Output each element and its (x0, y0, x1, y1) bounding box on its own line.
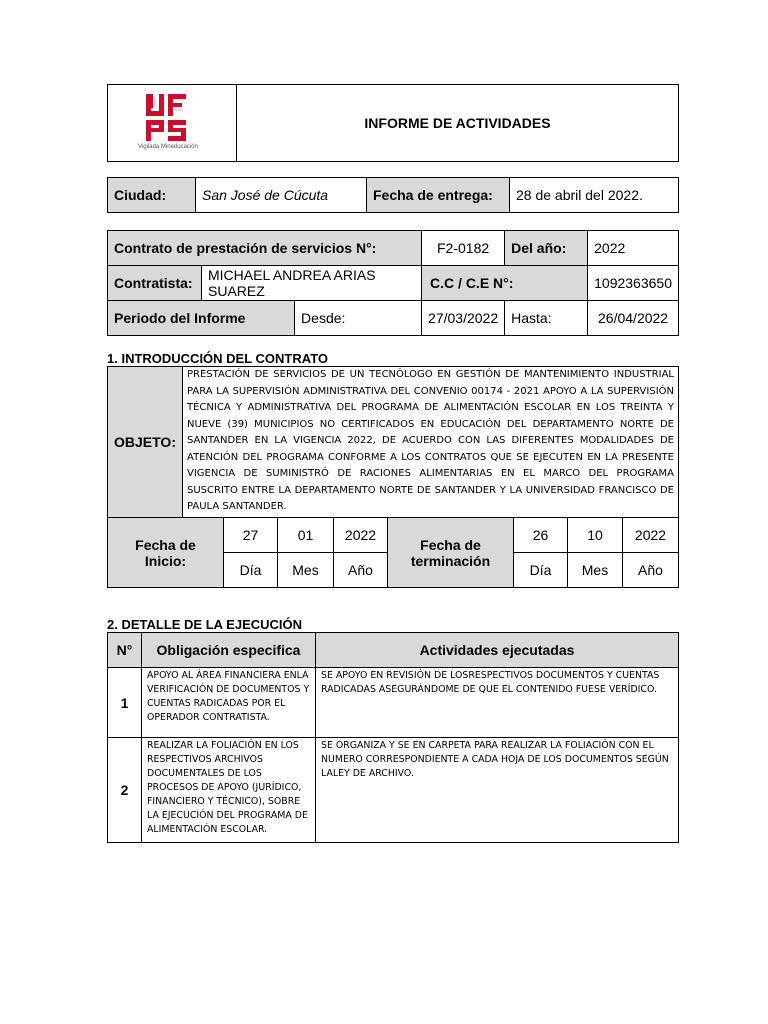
from-label: Desde: (295, 301, 422, 336)
delivery-date-label: Fecha de entrega: (367, 178, 510, 213)
row-obligation: APOYO AL ÁREA FINANCIERA ENLA VERIFICACIÓN DE DOCUMENTOS Y CUENTAS RADICADAS POR EL OPERADOR CONTRATISTA. (142, 668, 316, 738)
start-month-label: Mes (278, 553, 334, 588)
object-text: PRESTACIÓN DE SERVICIOS DE UN TECNÓLOGO EN GESTIÓN DE MANTENIMIENTO INDUSTRIAL PARA LA SUPERVISIÓN ADMINISTRATIVA DEL CONVENIO 00174 - 2021 APOYO A LA SUPERVISIÓN TÉCNICA Y ADMINISTRATIVA DEL PROGRAMA DE ALIMENTACIÓN ESCOLAR EN LOS TREINTA Y NUEVE (39) MUNICIPIOS NO CERTIFICADOS EN EDUCACIÓN DEL DEPARTAMENTO NORTE DE SANTANDER EN LA VIGENCIA 2022, DE ACUERDO CON LAS DIFERENTES MODALIDADES DE ATENCIÓN DEL PROGRAMA CONFORME A LOS CONTRATOS QUE SE EJECUTEN EN LA PRESENTE VIGENCIA DE SUMINISTRÓ DE RACIONES ALIMENTARIAS EN EL MARCO DEL PROGRAMA SUSCRITO ENTRE LA DEPARTAMENTO NORTE DE SANTANDER Y LA UNIVERSIDAD FRANCISCO DE PAULA SANTANDER. (183, 367, 679, 518)
from-value: 27/03/2022 (422, 301, 505, 336)
end-year-label: Año (623, 553, 679, 588)
start-month: 01 (278, 518, 334, 553)
id-label: C.C / C.E N°: (422, 266, 588, 301)
object-label: OBJETO: (108, 367, 183, 518)
col-activities-header: Actividades ejecutadas (316, 633, 679, 668)
object-table (107, 366, 679, 518)
delivery-table (107, 177, 679, 213)
end-day: 26 (514, 518, 568, 553)
logo-caption: Vigilada Mineducación (138, 144, 198, 150)
end-day-label: Día (514, 553, 568, 588)
contract-label: Contrato de prestación de servicios N°: (108, 231, 422, 266)
year-value: 2022 (588, 231, 679, 266)
contractor-label: Contratista: (108, 266, 202, 301)
start-day-label: Día (224, 553, 278, 588)
logo-cell (108, 85, 237, 162)
start-year: 2022 (334, 518, 388, 553)
row-number: 2 (108, 738, 142, 843)
id-value: 1092363650 (588, 266, 679, 301)
row-number: 1 (108, 668, 142, 738)
contract-table (107, 230, 679, 336)
section-2-title: 2. DETALLE DE LA EJECUCIÓN (107, 617, 303, 632)
end-month-label: Mes (568, 553, 623, 588)
col-obligation-header: Obligación especifica (142, 633, 316, 668)
header-table (107, 84, 679, 162)
start-day: 27 (224, 518, 278, 553)
period-label: Periodo del Informe (108, 301, 295, 336)
execution-table (107, 632, 679, 843)
end-year: 2022 (623, 518, 679, 553)
row-activity: SE ORGANIZA Y SE EN CARPETA PARA REALIZAR LA FOLIACIÓN CON EL NUMERO CORRESPONDIENTE A CADA HOJA DE LOS DOCUMENTOS SEGÚN LALEY DE ARCHIVO. (316, 738, 679, 843)
start-year-label: Año (334, 553, 388, 588)
row-activity: SE APOYO EN REVISIÓN DE LOSRESPECTIVOS DOCUMENTOS Y CUENTAS RADICADAS ASEGURÁNDOME DE QUE EL CONTENIDO FUESE VERÍDICO. (316, 668, 679, 738)
city-value: San José de Cúcuta (196, 178, 367, 213)
to-label: Hasta: (505, 301, 588, 336)
end-month: 10 (568, 518, 623, 553)
table-row (108, 738, 679, 843)
section-1-title: 1. INTRODUCCIÓN DEL CONTRATO (107, 351, 329, 366)
delivery-date-value: 28 de abril del 2022. (510, 178, 679, 213)
dates-table (107, 517, 679, 588)
end-date-label: Fecha de terminación (388, 518, 514, 588)
city-label: Ciudad: (108, 178, 196, 213)
start-date-label: Fecha de Inicio: (108, 518, 224, 588)
col-no-header: N° (108, 633, 142, 668)
year-label: Del año: (505, 231, 588, 266)
contract-value: F2-0182 (422, 231, 505, 266)
row-obligation: REALIZAR LA FOLIACIÓN EN LOS RESPECTIVOS ARCHIVOS DOCUMENTALES DE LOS PROCESOS DE APOYO (JURÍDICO, FINANCIERO Y TÉCNICO), SOBRE LA EJECUCIÓN DEL PROGRAMA DE ALIMENTACIÓN ESCOLAR. (142, 738, 316, 843)
contractor-value: MICHAEL ANDREA ARIAS SUAREZ (202, 266, 422, 301)
page-title: INFORME DE ACTIVIDADES (237, 85, 679, 162)
to-value: 26/04/2022 (588, 301, 679, 336)
table-row (108, 668, 679, 738)
